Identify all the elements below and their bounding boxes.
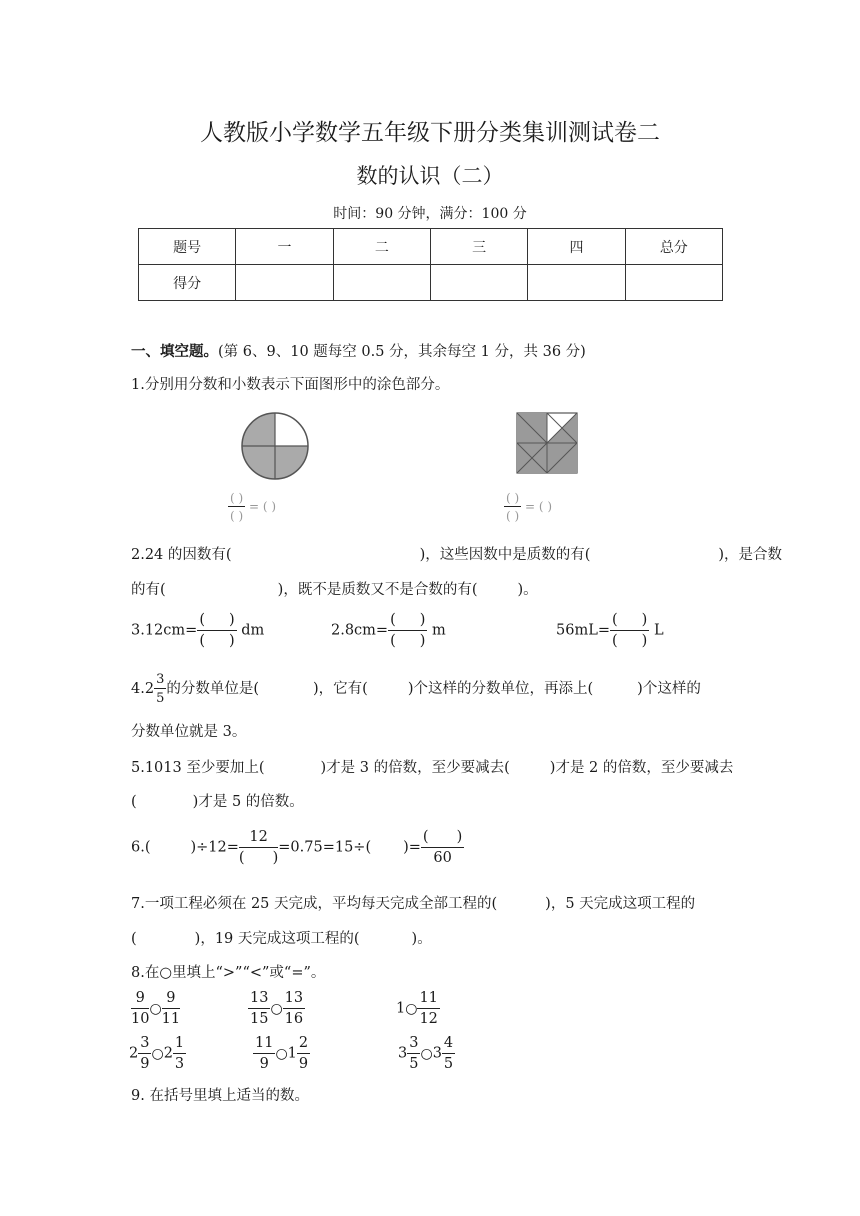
q3-b: 2.8cm= $\frac{( )}{( )}$ m <box>331 612 446 649</box>
score-header: 总分 <box>625 229 722 265</box>
score-table <box>138 228 723 301</box>
q1-answer-blank-2[interactable]: $\frac{( )}{( )}$ = ( ) <box>506 491 553 523</box>
q7-line1: 7.一项工程必须在 25 天完成，平均每天完成全部工程的( )，5 天完成这项工程的 <box>131 896 696 912</box>
time-info: 时间：90 分钟，满分：100 分 <box>333 206 527 222</box>
q9-text: 9. 在括号里填上适当的数。 <box>131 1088 309 1104</box>
page-subtitle: 数的认识（二） <box>356 164 504 188</box>
q7-line2: ( )，19 天完成这项工程的( )。 <box>131 931 432 947</box>
q3-c: 56mL= $\frac{( )}{( )}$ L <box>556 612 664 649</box>
score-header: 二 <box>333 229 430 265</box>
score-header: 四 <box>528 229 625 265</box>
q8-compare-1-3: 1○ $\frac{11}{12}$ <box>396 990 438 1027</box>
q5-line2: ( )才是 5 的倍数。 <box>131 794 304 810</box>
q1-answer-blank-1[interactable]: $\frac{( )}{( )}$ = ( ) <box>230 491 277 523</box>
score-header: 一 <box>236 229 333 265</box>
score-header: 三 <box>430 229 527 265</box>
score-cell[interactable] <box>236 265 333 301</box>
q2-line1: 2.24 的因数有( )，这些因数中是质数的有( )，是合数 <box>131 547 783 563</box>
section1-heading <box>131 340 586 361</box>
section1-title: 一、填空题。 <box>131 343 218 360</box>
score-cell[interactable] <box>528 265 625 301</box>
q1-text: 1.分别用分数和小数表示下面图形中的涂色部分。 <box>131 377 450 393</box>
page-title: 人教版小学数学五年级下册分类集训测试卷二 <box>200 120 660 146</box>
q4-line2: 分数单位就是 3。 <box>131 724 247 740</box>
q6: 6.( )÷12= $\frac{12}{( )}$ =0.75=15÷( )= $\frac{( )}{60}$ <box>131 829 463 866</box>
q2-line2: 的有( )，既不是质数又不是合数的有( )。 <box>131 582 538 598</box>
q5-line1: 5.1013 至少要加上( )才是 3 的倍数，至少要减去( )才是 2 的倍数，至少要减去 <box>131 760 734 776</box>
score-cell[interactable] <box>333 265 430 301</box>
q8-compare-1-2: $\frac{13}{15}$ ○ $\frac{13}{16}$ <box>250 990 304 1027</box>
q3-a: 3.12cm= $\frac{( )}{( )}$ dm <box>131 612 265 649</box>
q8-text: 8.在○里填上“>”“<”或“=”。 <box>131 965 326 981</box>
q8-compare-2-1: 2 $\frac{3}{9}$ ○2 $\frac{1}{3}$ <box>129 1035 185 1072</box>
score-header: 题号 <box>139 229 236 265</box>
score-cell[interactable] <box>430 265 527 301</box>
section1-note: (第 6、9、10 题每空 0.5 分，其余每空 1 分，共 36 分) <box>218 344 586 360</box>
q8-compare-2-2: $\frac{11}{9}$ ○1 $\frac{2}{9}$ <box>255 1035 309 1072</box>
triangle-square-figure <box>515 411 579 475</box>
q8-compare-1-1: $\frac{9}{10}$ ○ $\frac{9}{11}$ <box>131 990 181 1027</box>
q4-line1: 4.2 $\frac{3}{5}$ 的分数单位是( )，它有( )个这样的分数单位，再添上( )个这样的 <box>131 672 701 706</box>
q8-compare-2-3: 3 $\frac{3}{5}$ ○3 $\frac{4}{5}$ <box>398 1035 454 1072</box>
score-row-label: 得分 <box>139 265 236 301</box>
score-cell[interactable] <box>625 265 722 301</box>
quartered-circle-figure <box>238 411 312 481</box>
